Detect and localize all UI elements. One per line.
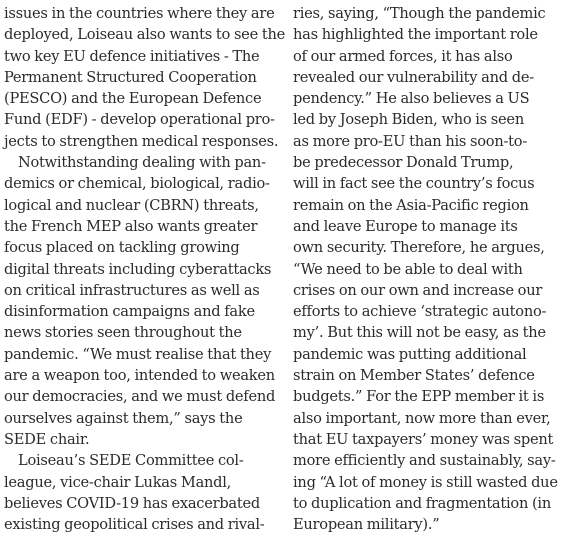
text-line: more efficiently and sustainably, say- (293, 452, 556, 470)
text-line: has highlighted the important role (293, 26, 538, 44)
text-line: crises on our own and increase our (293, 281, 543, 299)
text-line: focus placed on tackling growing (4, 239, 240, 257)
text-line: existing geopolitical crises and rival- (4, 516, 265, 534)
text-line: that EU taxpayers’ money was spent (293, 430, 554, 448)
text-line: logical and nuclear (CBRN) threats, (4, 196, 259, 214)
text-line: “We need to be able to deal with (293, 260, 523, 278)
text-column-left (4, 3, 285, 535)
text-column-right (293, 3, 569, 535)
text-line: believes COVID-19 has exacerbated (4, 494, 260, 512)
text-line: own security. Therefore, he argues, (293, 239, 545, 257)
text-line: are a weapon too, intended to weaken (4, 367, 275, 385)
text-line: pandemic was putting additional (293, 345, 527, 363)
text-line: pendency.” He also believes a US (293, 90, 530, 108)
text-line: our democracies, and we must defend (4, 388, 276, 406)
text-line: Loiseau’s SEDE Committee col- (18, 452, 244, 470)
text-line: efforts to achieve ‘strategic autono- (293, 303, 547, 321)
text-line: demics or chemical, biological, radio- (4, 175, 270, 193)
text-line: disinformation campaigns and fake (4, 303, 255, 321)
text-line: two key EU defence initiatives - The (4, 47, 260, 65)
text-line: to duplication and fragmentation (in (293, 494, 551, 512)
text-line: will in fact see the country’s focus (293, 175, 535, 193)
text-line: my’. But this will not be easy, as the (293, 324, 546, 342)
text-line: digital threats including cyberattacks (4, 260, 272, 278)
text-line: league, vice-chair Lukas Mandl, (4, 473, 232, 491)
text-line: also important, now more than ever, (293, 409, 551, 427)
text-line: deployed, Loiseau also wants to see the (4, 26, 285, 44)
text-line: pandemic. “We must realise that they (4, 345, 272, 363)
text-line: on critical infrastructures as well as (4, 281, 260, 299)
text-line: strain on Member States’ defence (293, 367, 535, 385)
text-line: SEDE chair. (4, 430, 90, 448)
text-line: remain on the Asia-Pacific region (293, 196, 529, 214)
text-line: revealed our vulnerability and de- (293, 68, 534, 86)
text-line: issues in the countries where they are (4, 5, 275, 22)
text-line: news stories seen throughout the (4, 324, 242, 342)
text-line: European military).” (293, 516, 440, 534)
text-line: jects to strengthen medical responses. (4, 132, 279, 150)
text-line: Fund (EDF) - develop operational pro- (4, 111, 275, 129)
text-line: Notwithstanding dealing with pan- (18, 154, 266, 172)
text-line: ries, saying, “Though the pandemic (293, 5, 546, 22)
text-line: (PESCO) and the European Defence (4, 90, 262, 108)
text-line: ing “A lot of money is still wasted due (293, 473, 558, 491)
text-line: and leave Europe to manage its (293, 217, 518, 235)
text-line: as more pro-EU than his soon-to- (293, 132, 528, 150)
text-line: led by Joseph Biden, who is seen (293, 111, 524, 129)
text-line: budgets.” For the EPP member it is (293, 388, 545, 406)
text-line: of our armed forces, it has also (293, 47, 513, 65)
text-line: Permanent Structured Cooperation (4, 68, 257, 86)
text-line: ourselves against them,” says the (4, 409, 243, 427)
text-line: be predecessor Donald Trump, (293, 154, 514, 172)
text-line: the French MEP also wants greater (4, 217, 258, 235)
